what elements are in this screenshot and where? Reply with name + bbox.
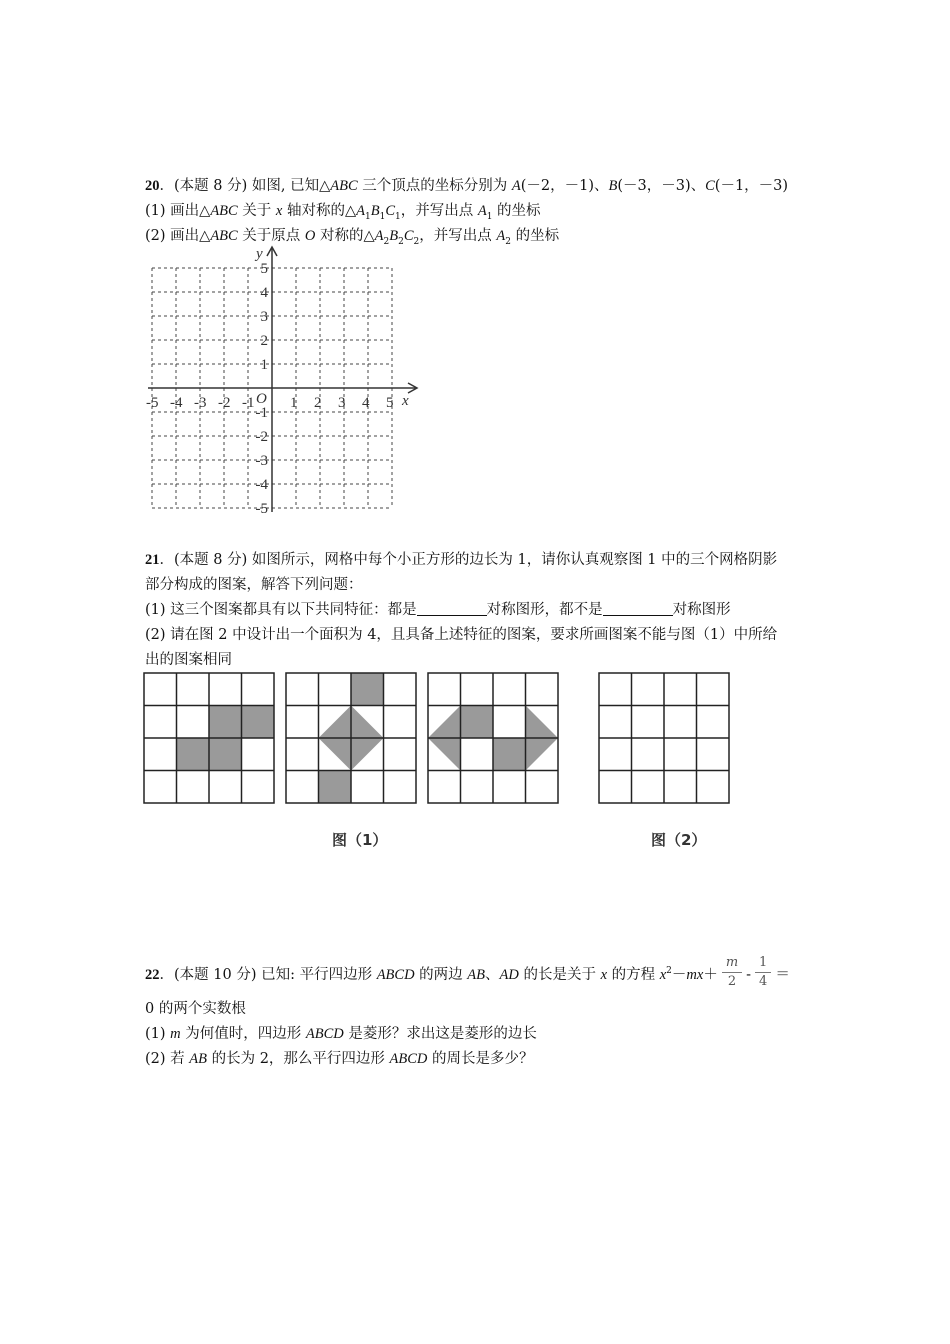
y-tick-label: -1: [255, 405, 268, 421]
x-tick-label: 1: [290, 395, 298, 411]
x-tick-label: 2: [314, 395, 322, 411]
coordinate-grid: [140, 248, 410, 518]
figure-2-caption: 图（2）: [651, 831, 707, 849]
origin-label: O: [256, 391, 267, 407]
x-tick-label: -1: [242, 395, 255, 411]
x-axis-label: x: [402, 393, 409, 409]
answer-blank-1[interactable]: [417, 601, 487, 616]
q20-part1: (1) 画出△ABC 关于 x 轴对称的$\triangle A_1B_1C_1$，并写出点 $A_1$ 的坐标: [145, 203, 541, 222]
pattern-grid-1: [144, 673, 274, 803]
y-tick-label: -4: [255, 477, 268, 493]
figure-1-caption: 图（1）: [332, 831, 388, 849]
pattern-grid-3: [428, 673, 558, 803]
answer-blank-2[interactable]: [603, 601, 673, 616]
q22-part1: (1) m 为何值时，四边形 ABCD 是菱形？求出这是菱形的边长: [145, 1026, 537, 1042]
fraction-1-over-4: $\frac{1}{4}$: [755, 954, 771, 991]
q21-part1: (1) 这三个图案都具有以下共同特征：都是 对称图形，都不是 对称图形: [145, 602, 731, 618]
x-tick-label: 5: [386, 395, 394, 411]
x-tick-label: -2: [218, 395, 231, 411]
y-axis-label: y: [256, 246, 263, 262]
pattern-grid-2: [286, 673, 416, 803]
x-tick-label: 3: [338, 395, 346, 411]
y-tick-label: 4: [260, 285, 268, 301]
q22-header: 22．(本题 10 分) 已知: 平行四边形 ABCD 的两边 AB、AD 的长是关于 x 的方程 $x^2-mx+$ $\frac{m}{2}$ - $\frac{1}{4}$ ＝: [145, 955, 790, 990]
q20-header: 20．(本题 8 分) 如图, 已知△ABC 三个顶点的坐标分别为 A(－2，－1)、B(－3，－3)、C(－1，－3): [145, 178, 789, 194]
q21-line2: 部分构成的图案，解答下列问题：: [145, 577, 363, 593]
y-tick-label: -3: [255, 453, 268, 469]
answer-grid[interactable]: [599, 673, 729, 803]
y-tick-label: 1: [260, 357, 268, 373]
q22-line2: 0 的两个实数根: [145, 1001, 246, 1017]
y-tick-label: 3: [260, 309, 268, 325]
y-tick-label: 2: [260, 333, 268, 349]
shaded-cell: [351, 673, 384, 706]
q20-part2: (2) 画出△ABC 关于原点 O 对称的$\triangle A_2B_2C_2$，并写出点 $A_2$ 的坐标: [145, 228, 560, 247]
x-tick-label: -5: [146, 395, 159, 411]
fraction-m-over-2: $\frac{m}{2}$: [722, 954, 742, 991]
x-tick-label: 4: [362, 395, 370, 411]
q22-part2: (2) 若 AB 的长为 2，那么平行四边形 ABCD 的周长是多少？: [145, 1051, 534, 1067]
x-tick-label: -3: [194, 395, 207, 411]
x-tick-label: -4: [170, 395, 183, 411]
y-tick-label: -2: [255, 429, 268, 445]
q21-line5: 出的图案相同: [145, 652, 232, 668]
y-tick-label: 5: [260, 261, 268, 277]
q21-part2: (2) 请在图 2 中设计出一个面积为 4，且具备上述特征的图案，要求所画图案不能与图（1）中所给: [145, 627, 778, 643]
shaded-cell: [319, 771, 352, 804]
y-tick-label: -5: [255, 501, 268, 517]
q21-line1: 21．(本题 8 分) 如图所示，网格中每个小正方形的边长为 1，请你认真观察图 1 中的三个网格阴影: [145, 552, 778, 568]
